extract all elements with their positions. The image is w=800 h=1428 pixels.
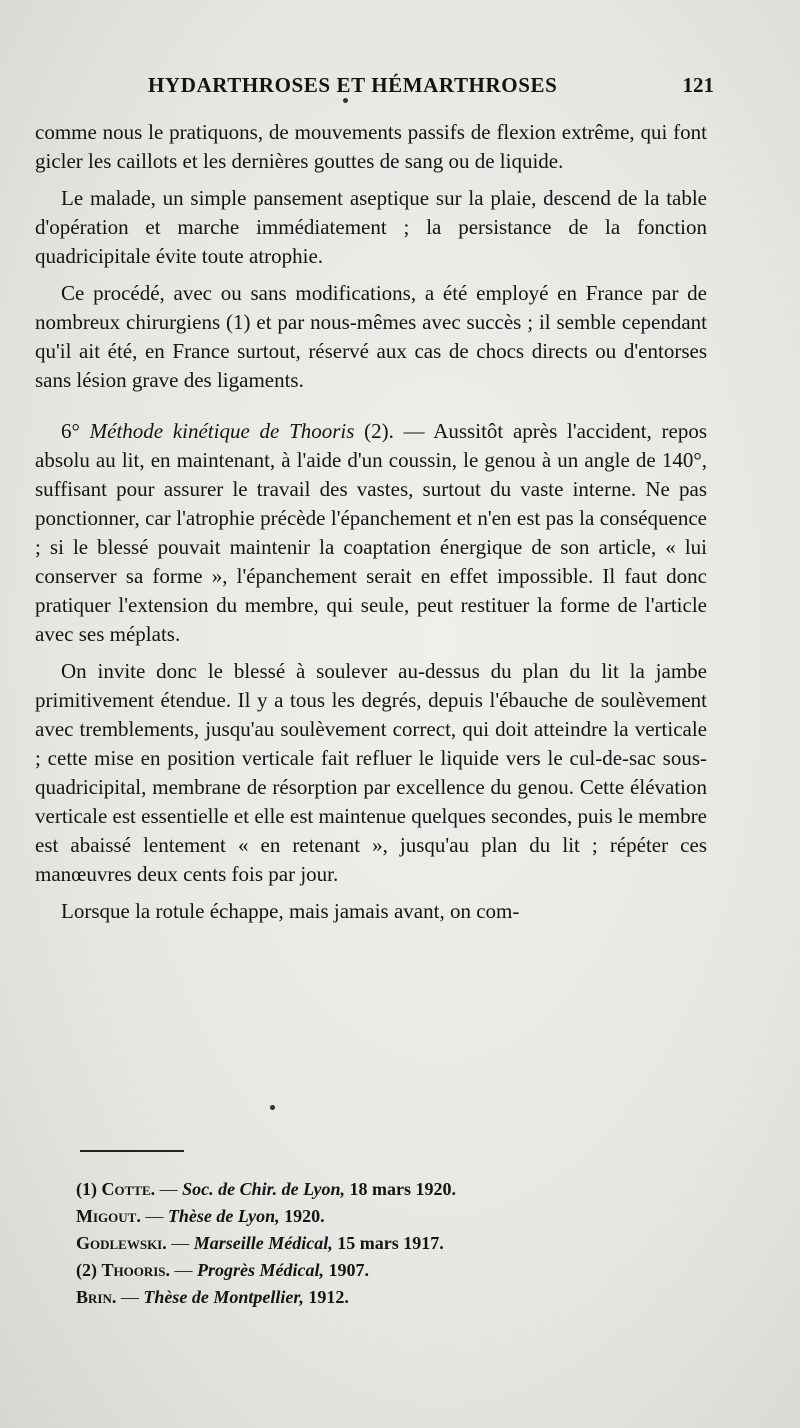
footnote-dash: — <box>171 1233 190 1253</box>
print-speck <box>343 98 348 103</box>
footnote-date: 15 mars 1917. <box>337 1233 444 1253</box>
section-title: Méthode kinétique de Thooris <box>89 419 355 443</box>
footnote-date: 1912. <box>308 1287 349 1307</box>
running-title: HYDARTHROSES ET HÉMARTHROSES <box>148 73 558 97</box>
footnote-source: Progrès Médical, <box>197 1260 325 1280</box>
print-speck <box>270 1105 275 1110</box>
footnote-dash: — <box>120 1287 139 1307</box>
page-number: 121 <box>682 73 714 97</box>
section-paragraph <box>35 417 707 649</box>
paragraph: On invite donc le blessé à soulever au-dessus du plan du lit la jambe primitivement étendue. Il y a tous les degrés, depuis l'ébauche de soulèvement avec tremblements, jusqu'au soulèvement correct, qui doit atteindre la verticale ; cette mise en position verticale fait refluer le liquide vers le cul-de-sac sous-quadricipital, membrane de résorption par excellence du genou. Cette élévation verticale est essentielle et elle est maintenue quelques secondes, puis le membre est abaissé lentement « en retenant », jusqu'au plan du lit ; répéter ces manœuvres deux cents fois par jour. <box>35 659 707 886</box>
footnote-dash: — <box>145 1206 164 1226</box>
footnote-number: (2) <box>76 1260 97 1280</box>
footnote-author: Migout. <box>76 1206 141 1226</box>
paragraph: Le malade, un simple pansement aseptique sur la plaie, descend de la table d'opération et marche immédiatement ; la persistance de la fonction quadricipitale évite toute atrophie. <box>35 186 707 268</box>
footnote-source: Marseille Médical, <box>193 1233 333 1253</box>
footnote-author: Brin. <box>76 1287 117 1307</box>
footnote-line <box>76 1257 716 1284</box>
footnote-dash: — <box>159 1179 178 1199</box>
footnote-line <box>76 1176 716 1203</box>
footnote-source: Thèse de Lyon, <box>167 1206 280 1226</box>
footnote-number: (1) <box>76 1179 97 1199</box>
footnote-source: Soc. de Chir. de Lyon, <box>182 1179 345 1199</box>
footnote-line <box>76 1284 716 1311</box>
paragraph: Lorsque la rotule échappe, mais jamais avant, on com- <box>61 899 520 923</box>
body-text <box>35 118 707 934</box>
footnote-line <box>76 1230 716 1257</box>
page-header <box>148 70 714 100</box>
footnote-ref: (2). <box>364 419 394 443</box>
section-text: — Aussitôt après l'accident, repos absolu au lit, en maintenant, à l'aide d'un coussin, le genou à un angle de 140°, suffisant pour assurer le travail des vastes, surtout du vaste interne. Ne pas ponctionner, car l'atrophie précède l'épanchement et n'en est pas la conséquence ; si le blessé pouvait maintenir la coaptation énergique de son article, « lui conserver sa forme », l'épanchement serait en effet impossible. Il faut donc pratiquer l'extension du membre, qui seule, peut restituer la forme de l'article avec ses méplats. <box>35 419 708 646</box>
footnote-date: 1920. <box>284 1206 325 1226</box>
footnote-author: Cotte. <box>101 1179 156 1199</box>
footnote-date: 1907. <box>328 1260 370 1280</box>
footnotes <box>76 1176 716 1311</box>
footnote-dash: — <box>174 1260 193 1280</box>
paragraph: Ce procédé, avec ou sans modifications, a été employé en France par de nombreux chirurgiens (1) et par nous-mêmes avec succès ; il semble cependant qu'il ait été, en France surtout, réservé aux cas de chocs directs ou d'entorses sans lésion grave des ligaments. <box>35 281 707 392</box>
footnote-line <box>76 1203 716 1230</box>
footnote-divider <box>80 1150 184 1152</box>
footnote-date: 18 mars 1920. <box>349 1179 456 1199</box>
footnote-author: Thooris. <box>101 1260 171 1280</box>
section-number: 6° <box>61 419 80 443</box>
footnote-source: Thèse de Montpellier, <box>143 1287 304 1307</box>
footnote-author: Godlewski. <box>76 1233 167 1253</box>
paragraph-continuation: comme nous le pratiquons, de mouvements passifs de flexion extrême, qui font gicler les caillots et les dernières gouttes de sang ou de liquide. <box>35 120 707 173</box>
